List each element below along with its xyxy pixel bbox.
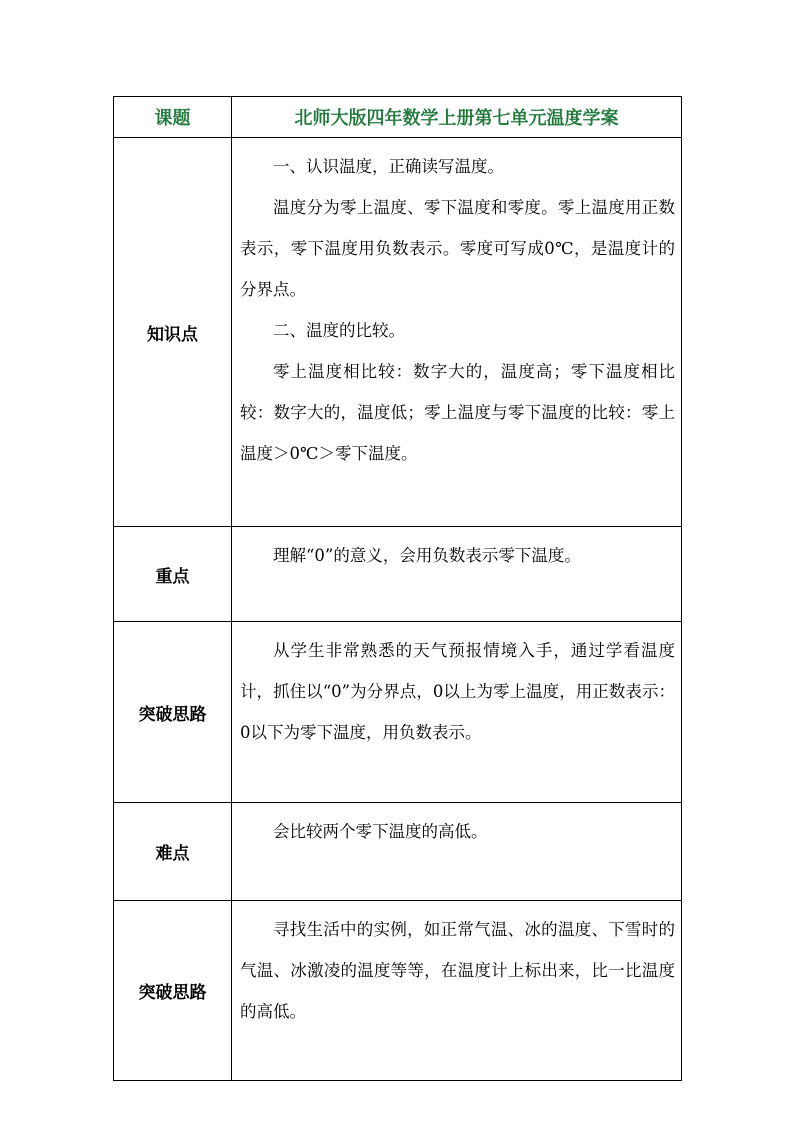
paragraph: 从学生非常熟悉的天气预报情境入手，通过学看温度计，抓住以“0”为分界点，0以上为零上温度，用正数表示：0以下为零下温度，用负数表示。 xyxy=(240,641,675,742)
paragraph: 会比较两个零下温度的高低。 xyxy=(273,822,488,841)
row-label-key-point: 重点 xyxy=(114,527,232,622)
paragraph: 一、认识温度，正确读写温度。 xyxy=(273,157,504,176)
lesson-plan-table xyxy=(113,96,682,1081)
paragraph: 二、温度的比较。 xyxy=(273,321,405,340)
lesson-title: 北师大版四年数学上册第七单元温度学案 xyxy=(232,97,682,138)
paragraph: 温度分为零上温度、零下温度和零度。零上温度用正数表示，零下温度用负数表示。零度可写成0℃，是温度计的分界点。 xyxy=(240,198,675,299)
row-content-approach-1 xyxy=(232,622,682,803)
row-content-difficulty xyxy=(232,803,682,901)
paragraph: 理解“0”的意义，会用负数表示零下温度。 xyxy=(273,546,581,565)
paragraph: 寻找生活中的实例，如正常气温、冰的温度、下雪时的气温、冰激凌的温度等等，在温度计上标出来，比一比温度的高低。 xyxy=(240,920,675,1021)
row-label-approach-2: 突破思路 xyxy=(114,901,232,1081)
row-content-knowledge xyxy=(232,138,682,527)
row-label-approach-1: 突破思路 xyxy=(114,622,232,803)
row-label-knowledge: 知识点 xyxy=(114,138,232,527)
table-row-approach-1 xyxy=(114,622,682,803)
table-row-key-point xyxy=(114,527,682,622)
table-row-difficulty xyxy=(114,803,682,901)
row-content-approach-2 xyxy=(232,901,682,1081)
row-content-key-point xyxy=(232,527,682,622)
row-label-difficulty: 难点 xyxy=(114,803,232,901)
header-label: 课题 xyxy=(114,97,232,138)
table-row-approach-2 xyxy=(114,901,682,1081)
table-row-knowledge xyxy=(114,138,682,527)
header-row xyxy=(114,97,682,138)
paragraph: 零上温度相比较：数字大的，温度高；零下温度相比较：数字大的，温度低；零上温度与零下温度的比较：零上温度＞0℃＞零下温度。 xyxy=(240,362,675,463)
